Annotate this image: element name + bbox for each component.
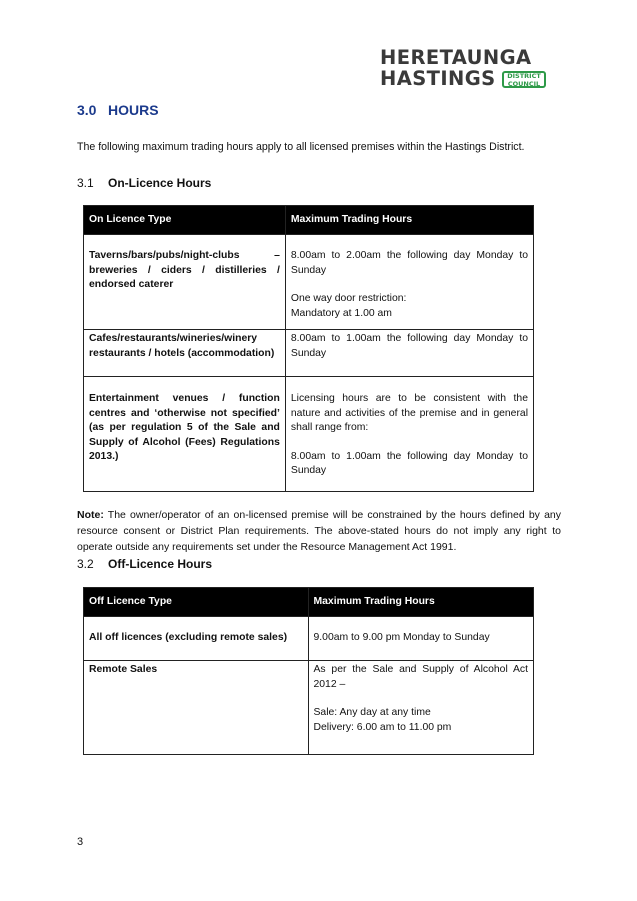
hours-text: 8.00am to 1.00am the following day Monday to Sunday [290,450,528,476]
subsection-title: On-Licence Hours [108,176,212,190]
logo-badge-council: COUNCIL [507,79,541,88]
column-header-type: On Licence Type [84,206,286,235]
licence-type-cell: All off licences (excluding remote sales) [84,617,309,661]
column-header-type: Off Licence Type [84,588,309,617]
note-label: Note: [77,509,104,521]
section-heading [77,102,159,118]
trading-hours-cell [308,661,534,755]
hours-text: 8.00am to 2.00am the following day Monday to Sunday [290,250,528,276]
section-number: 3.0 [77,102,97,118]
hours-text: 8.00am to 1.00am the following day Monday to Sunday [290,333,528,359]
hours-text: One way door restriction: [290,293,407,304]
trading-hours-cell [285,377,533,492]
table-row [84,377,534,492]
subsection-number: 3.1 [77,176,94,190]
note-text: The owner/operator of an on-licensed premise will be constrained by the hours defined by any resource consent or District Plan requirements. The above-stated hours do not imply any right to operate outside any requirements set under the Resource Management Act 1991. [77,509,561,553]
council-logo [378,48,550,94]
on-licence-table [83,205,534,492]
trading-hours-cell [285,330,533,377]
hours-text: Sale: Any day at any time [313,707,431,718]
section-title: HOURS [108,102,159,118]
off-licence-table [83,587,534,755]
table-row [84,235,534,330]
hours-text: Mandatory at 1.00 am [290,307,392,319]
licence-type-cell: Entertainment venues / function centres and ‘otherwise not specified’ (as per regulation 5 of the Sale and Supply of Alcohol (Fees) Regulations 2013.) [84,377,286,492]
logo-badge-district: DISTRICT [507,72,541,80]
licence-type-cell: Cafes/restaurants/wineries/winery restaurants / hotels (accommodation) [84,330,286,377]
page-number: 3 [77,836,84,848]
table-header-row [84,588,534,617]
hours-text: As per the Sale and Supply of Alcohol Act 2012 – [313,664,528,690]
subsection-title: Off-Licence Hours [108,557,213,571]
table-row [84,617,534,661]
trading-hours-cell [285,235,533,330]
hours-text: Licensing hours are to be consistent with the nature and activities of the premise and in general shall range from: [290,393,528,433]
licence-type-cell: Taverns/bars/pubs/night-clubs – breweries / ciders / distilleries / endorsed caterer [84,235,286,330]
logo-line-hastings: HASTINGS [380,67,496,90]
table-header-row [84,206,534,235]
table-row [84,330,534,377]
intro-paragraph: The following maximum trading hours apply to all licensed premises within the Hastings District. [77,141,525,153]
note-paragraph [77,507,561,555]
table-row [84,661,534,755]
subsection-heading-off-licence [77,557,212,571]
hours-text: Delivery: 6.00 am to 11.00 pm [313,721,452,733]
trading-hours-cell [308,617,534,661]
column-header-hours: Maximum Trading Hours [285,206,533,235]
logo-badge [502,71,546,88]
hours-text: 9.00am to 9.00 pm Monday to Sunday [313,632,490,644]
column-header-hours: Maximum Trading Hours [308,588,534,617]
logo-line-heretaunga: HERETAUNGA [380,46,532,69]
licence-type-cell: Remote Sales [84,661,309,755]
subsection-heading-on-licence [77,176,211,190]
subsection-number: 3.2 [77,557,94,571]
